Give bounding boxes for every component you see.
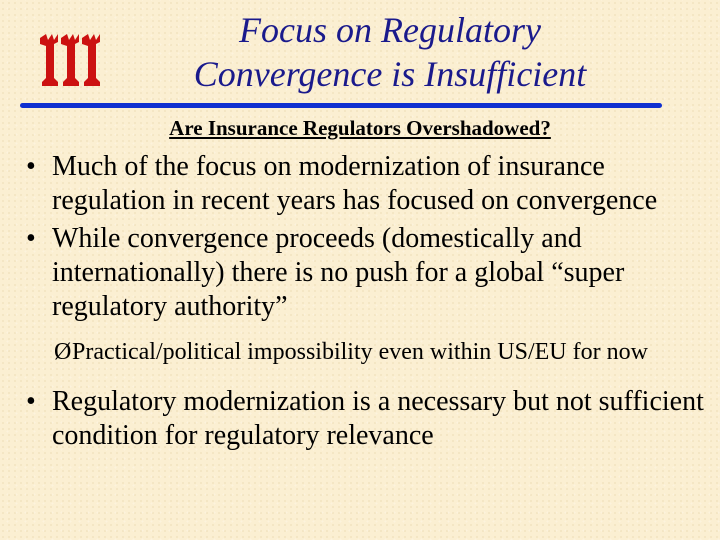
title-line-1: Focus on Regulatory [239,10,541,50]
slide-subtitle: Are Insurance Regulators Overshadowed? [169,116,551,140]
arrow-bullet-marker: Ø [54,339,72,365]
slide-title [110,8,670,96]
bullet-text: Much of the focus on modernization of insurance regulation in recent years has focused on convergence [52,151,658,216]
bullet-marker: • [26,386,36,417]
bullet-item [24,150,704,218]
bullet-text: While convergence proceeds (domestically and internationally) there is no push for a global “super regulatory authority” [52,223,625,322]
bullet-text: Regulatory modernization is a necessary but not sufficient condition for regulatory relevance [52,386,704,451]
title-divider [20,103,662,108]
title-line-2: Convergence is Insufficient [193,54,587,94]
bullet-item [24,385,704,453]
bullet-marker: • [26,223,36,254]
bullet-marker: • [26,151,36,182]
iii-logo-icon [38,34,102,86]
bullet-list [24,150,704,457]
sub-bullet-item [24,338,704,367]
sub-bullet-text: Practical/political impossibility even within US/EU for now [72,339,648,365]
bullet-item [24,222,704,324]
